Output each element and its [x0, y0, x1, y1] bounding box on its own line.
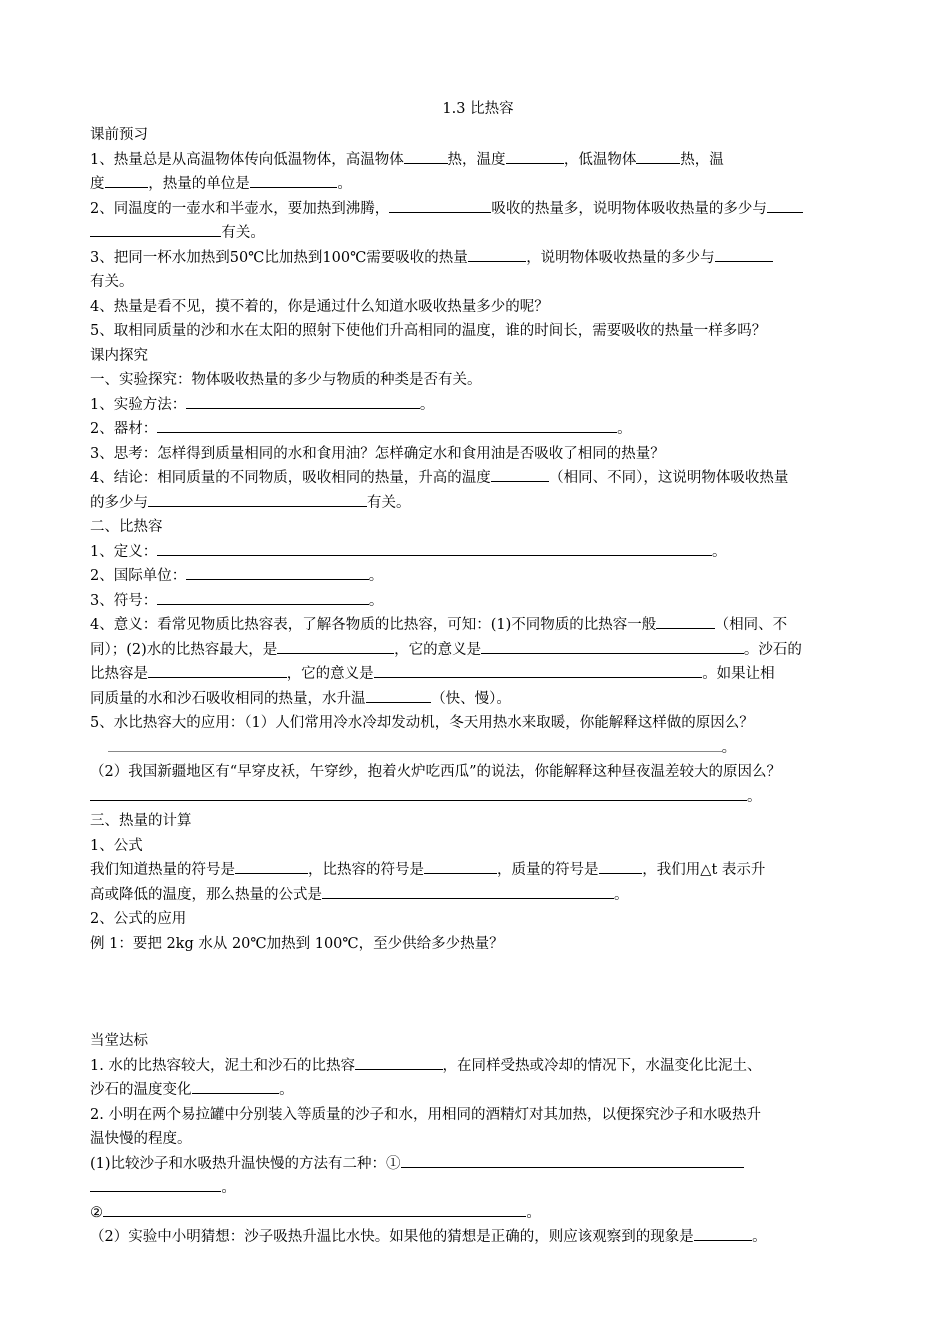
text-line: [90, 589, 866, 614]
text-line: [90, 466, 866, 491]
text-line: [90, 197, 866, 222]
line-text: 2. 小明在两个易拉罐中分别装入等质量的沙子和水，用相同的酒精灯对其加热，以便探究沙子和水吸热升: [90, 1106, 761, 1123]
line-text: 。: [419, 396, 435, 413]
fill-in-blank[interactable]: [192, 1078, 280, 1094]
line-text: ，质量的符号是: [497, 862, 599, 878]
text-line: [90, 540, 866, 565]
line-text: 。: [721, 739, 737, 756]
line-text: 3、思考：怎样得到质量相同的水和食用油？怎样确定水和食用油是否吸收了相同的热量？: [90, 445, 665, 462]
line-text: 的多少与: [90, 494, 148, 511]
text-line: [90, 1078, 866, 1103]
text-line: [90, 417, 866, 442]
fill-in-blank[interactable]: [186, 564, 369, 580]
line-text: 。: [337, 176, 352, 192]
fill-in-blank[interactable]: [424, 858, 497, 874]
line-text: （2）实验中小明猜想：沙子吸热升温比水快。如果他的猜想是正确的，则应该观察到的现象是: [90, 1229, 694, 1245]
text-line: [90, 1127, 866, 1152]
text-line: [90, 123, 866, 148]
line-text: ，它的意义是: [286, 666, 374, 682]
line-text: 3、符号：: [90, 592, 158, 609]
line-text: 2、公式的应用: [90, 911, 187, 927]
page-title: 1.3 比热容: [442, 101, 514, 117]
line-text: 我们知道热量的符号是: [90, 862, 235, 878]
line-text: 度: [90, 176, 105, 192]
text-line: [90, 760, 866, 785]
line-text: ，低温物体: [563, 151, 637, 168]
text-line: [90, 1029, 866, 1054]
line-text: 例 1：要把 2kg 水从 20℃加热到 100℃，至少供给多少热量？: [90, 935, 504, 952]
text-line: [90, 687, 866, 712]
line-text: 1. 水的比热容较大，泥土和沙石的比热容: [90, 1057, 355, 1074]
line-text: 1、热量总是从高温物体传向低温物体，高温物体: [90, 151, 404, 168]
fill-in-blank[interactable]: [636, 148, 680, 164]
fill-in-blank[interactable]: [491, 466, 549, 482]
fill-in-blank[interactable]: [767, 197, 804, 213]
line-text: 3、把同一杯水加热到50℃比加热到100℃需要吸收的热量: [90, 249, 468, 266]
fill-in-blank[interactable]: [186, 393, 420, 409]
line-text: 比热容是: [90, 666, 148, 682]
line-text: 。沙石的: [743, 641, 802, 658]
line-text: 。: [368, 592, 384, 609]
fill-in-blank[interactable]: [468, 246, 526, 262]
line-text: ，热量的单位是: [148, 176, 250, 192]
line-text: 。: [752, 1229, 767, 1245]
line-text: 当堂达标: [90, 1033, 148, 1049]
text-line: [90, 907, 866, 932]
text-line: [90, 172, 866, 197]
line-text: ，我们用△t 表示升: [642, 862, 766, 878]
fill-in-blank[interactable]: [105, 172, 149, 188]
line-text: 。如果让相: [702, 666, 775, 682]
fill-in-blank[interactable]: [148, 662, 287, 678]
line-text: 1、定义：: [90, 543, 158, 560]
line-text: 。: [368, 568, 384, 584]
fill-in-blank[interactable]: [404, 148, 448, 164]
text-line: [90, 246, 866, 271]
line-text: 5、取相同质量的沙和水在太阳的照射下使他们升高相同的温度，谁的时间长，需要吸收的热量一样多吗？: [90, 323, 767, 339]
line-text: 同质量的水和沙石吸收相同的热量，水升温: [90, 690, 366, 707]
fill-in-blank[interactable]: [108, 737, 721, 752]
fill-in-blank[interactable]: [103, 1201, 526, 1217]
line-text: 有关。: [90, 274, 134, 290]
line-text: 同）；(2)水的比热容最大，是: [90, 641, 278, 658]
line-text: ②: [90, 1204, 103, 1221]
line-text: 。: [614, 886, 629, 903]
line-text: （相同、不同），这说明物体吸收热量: [549, 470, 789, 486]
text-line: [90, 148, 866, 173]
text-line: [90, 883, 866, 908]
text-line: [90, 270, 866, 295]
line-text: 1、公式: [90, 837, 143, 854]
text-line: [90, 1201, 866, 1226]
fill-in-blank[interactable]: [157, 589, 369, 605]
fill-in-blank[interactable]: [694, 1225, 752, 1241]
text-line: [90, 858, 866, 883]
line-text: 课前预习: [90, 127, 148, 143]
line-text: 沙石的温度变化: [90, 1082, 192, 1098]
text-line: [90, 1176, 866, 1201]
fill-in-blank[interactable]: [401, 1152, 744, 1168]
answer-space: [90, 956, 866, 1029]
line-text: 。: [712, 543, 727, 560]
text-line: [90, 344, 866, 369]
line-text: 有关。: [367, 494, 411, 511]
fill-in-blank[interactable]: [90, 221, 221, 237]
text-line: [90, 491, 866, 516]
line-text: 。: [221, 1180, 236, 1196]
text-line: [90, 662, 866, 687]
fill-in-blank[interactable]: [157, 540, 712, 556]
line-text: 4、意义：看常见物质比热容表，了解各物质的比热容，可知：(1)不同物质的比热容一般: [90, 617, 657, 633]
fill-in-blank[interactable]: [90, 1176, 221, 1192]
text-line: [90, 1152, 866, 1177]
line-text: 4、结论：相同质量的不同物质，吸收相同的热量，升高的温度: [90, 470, 491, 486]
text-line: [90, 319, 866, 344]
text-line: [90, 613, 866, 638]
line-text: （相同、不: [714, 617, 788, 633]
line-text: 。: [617, 421, 632, 437]
text-line: [90, 834, 866, 859]
fill-in-blank[interactable]: [506, 148, 564, 164]
line-text: 。: [279, 1082, 294, 1098]
line-text: 吸收的热量多，说明物体吸收热量的多少与: [491, 200, 767, 217]
worksheet-page: [90, 98, 866, 1250]
text-line: [90, 638, 866, 663]
text-line: [90, 809, 866, 834]
text-line: [90, 785, 866, 810]
line-text: （2）我国新疆地区有“早穿皮袄，午穿纱，抱着火炉吃西瓜”的说法，你能解释这种昼夜温差较大的原因么？: [90, 764, 782, 780]
text-line: [90, 1054, 866, 1079]
line-text: 热，温: [680, 151, 724, 168]
fill-in-blank[interactable]: [250, 172, 338, 188]
text-line: [90, 393, 866, 418]
line-text: [90, 740, 108, 756]
text-line: [90, 442, 866, 467]
text-line: [90, 368, 866, 393]
line-text: 。: [526, 1204, 541, 1221]
fill-in-blank[interactable]: [389, 197, 491, 213]
line-text: (1)比较沙子和水吸热升温快慢的方法有二种：①: [90, 1155, 401, 1172]
line-text: 。: [747, 788, 762, 805]
fill-in-blank[interactable]: [656, 613, 714, 629]
fill-in-blank[interactable]: [90, 785, 747, 801]
text-line: [90, 711, 866, 736]
text-line: [90, 932, 866, 957]
text-line: [90, 564, 866, 589]
line-text: 2、国际单位：: [90, 568, 187, 584]
fill-in-blank[interactable]: [366, 687, 432, 703]
fill-in-blank[interactable]: [235, 858, 308, 874]
line-text: 高或降低的温度，那么热量的公式是: [90, 886, 322, 903]
line-text: ，它的意义是: [394, 641, 482, 658]
fill-in-blank[interactable]: [148, 491, 367, 507]
text-line: [90, 1103, 866, 1128]
line-text: 2、同温度的一壶水和半壶水，要加热到沸腾，: [90, 200, 390, 217]
text-line: [90, 736, 866, 761]
fill-in-blank[interactable]: [599, 858, 643, 874]
line-text: ，在同样受热或冷却的情况下，水温变化比泥土、: [442, 1057, 762, 1074]
text-line: [90, 1225, 866, 1250]
line-text: 1、实验方法：: [90, 396, 187, 413]
line-text: 课内探究: [90, 347, 148, 364]
line-text: 温快慢的程度。: [90, 1131, 192, 1147]
line-text: 4、热量是看不见，摸不着的，你是通过什么知道水吸收热量多少的呢？: [90, 298, 549, 315]
text-line: [90, 515, 866, 540]
fill-in-blank[interactable]: [355, 1054, 443, 1070]
line-text: 二、比热容: [90, 519, 163, 535]
line-text: 5、水比热容大的应用：（1）人们常用冷水冷却发动机，冬天用热水来取暖，你能解释这样做的原因么？: [90, 715, 754, 731]
fill-in-blank[interactable]: [481, 638, 744, 654]
line-text: 有关。: [221, 225, 265, 241]
line-text: ，说明物体吸收热量的多少与: [526, 249, 715, 266]
line-text: 2、器材：: [90, 421, 158, 437]
line-text: ，比热容的符号是: [308, 862, 424, 878]
text-line: [90, 295, 866, 320]
fill-in-blank[interactable]: [322, 883, 614, 899]
worksheet-body: [90, 123, 866, 1250]
line-text: 三、热量的计算: [90, 813, 192, 829]
line-text: （快、慢）。: [431, 690, 511, 707]
fill-in-blank[interactable]: [715, 246, 773, 262]
fill-in-blank[interactable]: [277, 638, 394, 654]
line-text: 热，温度: [447, 151, 506, 168]
line-text: 一、实验探究：物体吸收热量的多少与物质的种类是否有关。: [90, 372, 482, 388]
fill-in-blank[interactable]: [157, 417, 617, 433]
text-line: [90, 221, 866, 246]
fill-in-blank[interactable]: [374, 662, 703, 678]
